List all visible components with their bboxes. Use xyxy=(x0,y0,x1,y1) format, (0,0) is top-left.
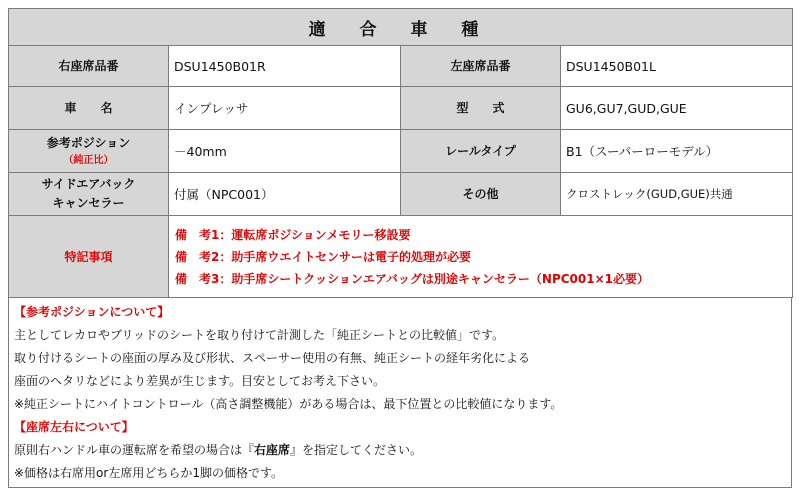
position-info-heading: 【参考ポジションについて】 xyxy=(14,305,170,319)
info-section xyxy=(8,298,792,488)
other-label: その他 xyxy=(401,173,561,216)
airbag-value: 付属（NPC001） xyxy=(169,173,401,216)
position-info-line: 取り付けるシートの座面の厚み及び形状、スペーサー使用の有無、純正シートの経年劣化による xyxy=(14,351,531,365)
model-label: 型 式 xyxy=(401,87,561,130)
position-label: 参考ポジション xyxy=(46,135,131,150)
right-seat-label: 右座席品番 xyxy=(9,46,169,87)
seat-side-text-bold: 右座席 xyxy=(254,443,291,457)
title-row xyxy=(9,9,793,46)
seat-side-text-after: 』を指定してください。 xyxy=(290,443,423,457)
fitment-sheet xyxy=(8,8,792,488)
position-info-line: 座面のヘタリなどにより差異が生じます。目安としてお考え下さい。 xyxy=(14,374,386,388)
left-seat-value: DSU1450B01L xyxy=(561,46,793,87)
rail-type-value: B1（スーパーローモデル） xyxy=(561,130,793,173)
table-title: 適 合 車 種 xyxy=(9,9,793,46)
seat-number-row xyxy=(9,46,793,87)
position-sub-label: （純正比） xyxy=(63,154,114,166)
position-row xyxy=(9,130,793,173)
notes-list xyxy=(169,216,793,298)
airbag-label-cell xyxy=(9,173,169,216)
note-item: 備 考1：運転席ポジションメモリー移設要 xyxy=(175,227,411,242)
rail-type-label: レールタイプ xyxy=(401,130,561,173)
other-value: クロストレック(GUD,GUE)共通 xyxy=(561,173,793,216)
notes-row xyxy=(9,216,793,298)
right-seat-value: DSU1450B01R xyxy=(169,46,401,87)
model-value: GU6,GU7,GUD,GUE xyxy=(561,87,793,130)
price-note: ※価格は右席用or左席用どちらか1脚の価格です。 xyxy=(14,466,284,480)
position-info-line: ※純正シートにハイトコントロール（高さ調整機能）がある場合は、最下位置との比較値になります。 xyxy=(14,397,563,411)
note-item: 備 考3：助手席シートクッションエアバッグは別途キャンセラー（NPC001×1必要） xyxy=(175,271,650,286)
car-name-label: 車 名 xyxy=(9,87,169,130)
airbag-row xyxy=(9,173,793,216)
fitment-table xyxy=(8,8,793,298)
left-seat-label: 左座席品番 xyxy=(401,46,561,87)
car-row xyxy=(9,87,793,130)
seat-side-text-before: 原則右ハンドル車の運転席を希望の場合は『 xyxy=(14,443,255,457)
position-value: －40mm xyxy=(169,130,401,173)
position-info-line: 主としてレカロやブリッドのシートを取り付けて計測した「純正シートとの比較値」です。 xyxy=(14,328,505,342)
seat-side-heading: 【座席左右について】 xyxy=(14,420,134,434)
position-label-cell xyxy=(9,130,169,173)
airbag-label-line2: キャンセラー xyxy=(52,196,125,210)
car-name-value: インプレッサ xyxy=(169,87,401,130)
note-item: 備 考2：助手席ウエイトセンサーは電子的処理が必要 xyxy=(175,249,471,264)
airbag-label-line1: サイドエアバック xyxy=(41,177,136,192)
seat-side-line xyxy=(14,439,791,462)
notes-label: 特記事項 xyxy=(9,216,169,298)
